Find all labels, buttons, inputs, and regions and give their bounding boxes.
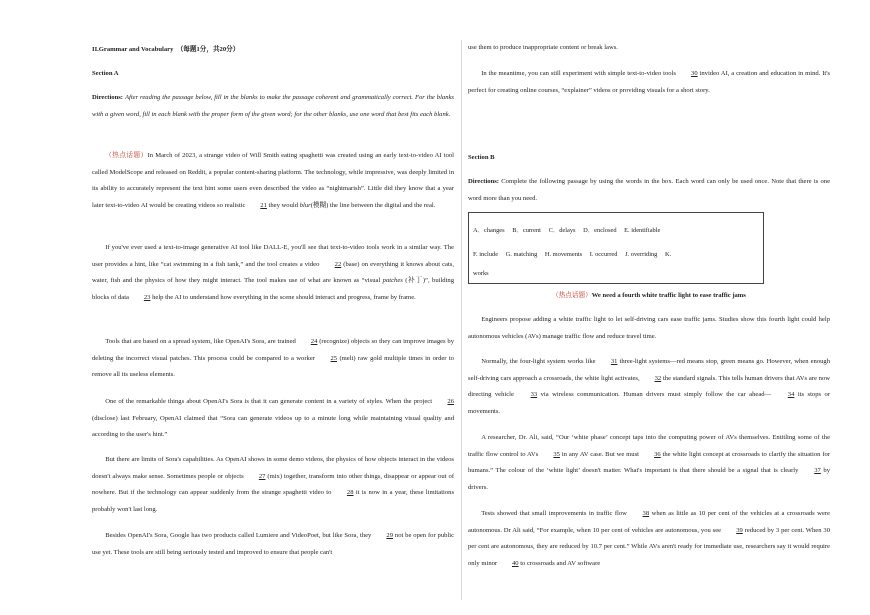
section-a-directions: Directions: After reading the passage below, fill in the blanks to make the passage coherent and grammatically correct. For the blanks with a given word, fill in each blank with the proper form of the given word; for the other blanks, use one word that best fits each blank. xyxy=(92,94,454,118)
blank-27: 27 xyxy=(258,472,266,480)
word-row-3: works xyxy=(473,270,489,277)
passage-b-paragraph-4: Tests showed that small improvements in traffic flow 38 when as little as 10 per cent of the vehicles at a crossroads were autonomous. Dr Ali said, “For example, when 10 per cent of vehicles are autonomous, you see 39 reduced by 3 per cent. When 30 per cent are autonomous, they are reduced by 10.7 per cent.” While AVs aren't ready for immediate use, researchers say it would require only minor 40 to crossroads and AV software xyxy=(468,506,830,572)
column-divider xyxy=(461,40,462,600)
blank-21: 21 xyxy=(260,201,267,209)
blank-31: 31 xyxy=(610,358,618,365)
paragraph-3: Tools that are based on a spread system, like OpenAI's Sora, are trained 24 (recognize) objects so they can improve images by deleting the incorrect visual patches. This process could be compared to a worker 25 (melt) raw gold multiple times in order to remove all its useless elements. xyxy=(92,334,454,384)
blank-26: 26 xyxy=(447,398,454,405)
paragraph-1: （热点话题）In March of 2023, a strange video of Will Smith eating spaghetti was created using an early text-to-video AI tool called ModelScope and released on Reddit, a popular content-sharing platform. The technology, while impressive, was deeply limited in its ability to accurately represent the text hint some users even described the video as “nightmarish”. Little did they know that a year later text-to-video AI would be creating videos so realistic 21 they would blur(模糊) the line between the digital and the real. xyxy=(92,148,454,214)
paragraph-4: One of the remarkable things about OpenAI's Sora is that it can generate content in a variety of styles. When the project 26 (disclose) last February, OpenAI claimed that “Sora can generate videos up to a minute long while maintaining visual quality and according to the user's hint.” xyxy=(92,394,454,444)
passage-b-paragraph-3: A researcher, Dr. Ali, said, “Our ‘white phase’ concept taps into the computing power of AVs themselves. Entitling some of the traffic flow control to AVs 35 in any AV case. But we must 36 the white light concept at crossroads to clarify the situation for humans.” The colour of the ‘white light’ doesn't matter. What's important is that there should be a signal that is clearly 37 by drivers. xyxy=(468,434,831,491)
paragraph-7: In the meantime, you can still experiment with simple text-to-video tools 30 invideo AI, a creation and education in mind. It's perfect for creating online courses, “explainer” videos or providing visuals for a short story. xyxy=(468,66,830,99)
paragraph-6-continued: use them to produce inappropriate content or break laws. xyxy=(468,44,618,51)
blank-36: 36 xyxy=(654,450,661,458)
blank-40: 40 xyxy=(511,559,519,567)
blank-29: 29 xyxy=(386,532,394,539)
blank-24: 24 xyxy=(310,338,318,345)
word-box xyxy=(468,212,764,284)
blank-35: 35 xyxy=(553,450,560,458)
blank-39: 39 xyxy=(736,526,743,534)
word-row-2: F. include G. matching H. movements I. occurred J. overriding K. xyxy=(473,251,672,258)
section-b-title: （热点话题）We need a fourth white traffic light to ease traffic jams xyxy=(552,292,746,299)
part-title: II.Grammar and Vocabulary （每题1分，共20分） xyxy=(92,46,240,53)
blank-23: 23 xyxy=(143,293,151,301)
blank-38: 38 xyxy=(642,510,650,517)
paragraph-2: If you've ever used a text-to-image generative AI tool like DALL-E, you'll see that text-to-video tools work in a similar way. The user provides a hint, like “cat swimming in a fish tank,” and the tool creates a video 22 (base) on everything it knows about cats, water, fish and the physics of how they might interact. The tool makes use of what are known as “visual patches (补丁)”, building blocks of data 23 help the AI to understand how everything in the scene should interact and progress, frame by frame. xyxy=(92,240,454,306)
blank-37: 37 xyxy=(814,467,821,475)
section-a-heading: Section A xyxy=(92,70,119,77)
blank-22: 22 xyxy=(334,260,342,268)
blank-34: 34 xyxy=(787,391,795,399)
blank-30: 30 xyxy=(691,70,698,77)
section-b-heading: Section B xyxy=(468,154,495,161)
passage-b-paragraph-1: Engineers propose adding a white traffic light to let self-driving cars ease traffic jams. Studies show this fourth light could help autonomous vehicles (AVs) manage traffic flow and reduce travel time. xyxy=(468,316,830,340)
hot-topic-tag: （热点话题） xyxy=(552,292,592,299)
hot-topic-tag: （热点话题） xyxy=(105,152,148,159)
blank-33: 33 xyxy=(530,391,538,399)
paragraph-6: Besides OpenAI's Sora, Google has two products called Lumiere and VideoPoet, but like Sora, they 29 not be open for public use yet. These tools are still being seriously tested and improved to ensure that people can't xyxy=(92,528,454,561)
blank-25: 25 xyxy=(330,354,338,362)
paragraph-5: But there are limits of Sora's capabilities. As OpenAI shows in some demo videos, the physics of how objects interact in the videos doesn't always make sense. Sometimes people or objects 27 (mix) together, transform into other things, disappear or appear out of nowhere. But if the technology can appear suddenly from the strange spaghetti video to 28 it is now in a year, these limitations probably won't last long. xyxy=(92,456,455,513)
section-b-directions: Directions: Complete the following passage by using the words in the box. Each word can only be used once. Note that there is one word more than you need. xyxy=(468,178,830,202)
passage-b-paragraph-2: Normally, the four-light system works like 31 three-light systems—red means stop, green means go. However, when enough self-driving cars approach a crossroads, the white light activates, 32 the standard signals. This tells human drivers that AVs are now directing vehicle 33 via wireless communication. Human drivers must simply follow the car ahead— 34 its stops or movements. xyxy=(468,354,830,420)
blank-32: 32 xyxy=(654,374,662,382)
word-row-1: A．changes B．current C．delays D．enclosed E. identifiable xyxy=(473,227,661,234)
blank-28: 28 xyxy=(346,489,354,497)
